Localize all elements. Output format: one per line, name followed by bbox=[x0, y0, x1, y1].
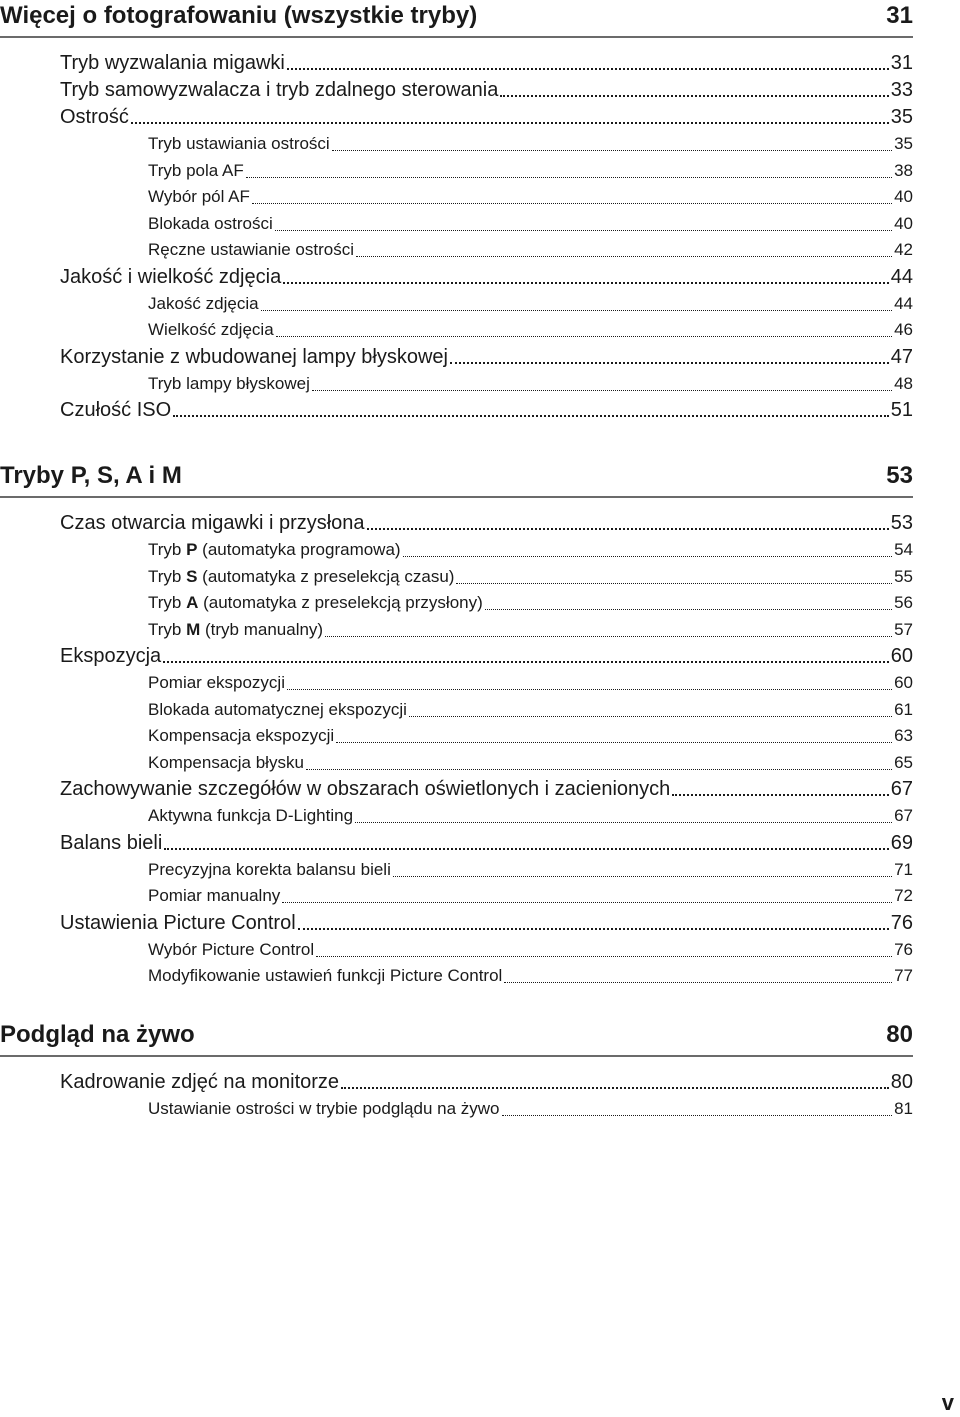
dot-leader bbox=[173, 415, 889, 417]
toc-subentry[interactable] bbox=[148, 237, 913, 263]
dot-leader bbox=[246, 177, 892, 178]
section-header bbox=[0, 1019, 913, 1053]
entry-page-number: 67 bbox=[894, 806, 913, 825]
entry-page-number: 69 bbox=[890, 831, 913, 854]
section-header bbox=[0, 0, 913, 34]
entry-title bbox=[148, 590, 485, 616]
entry-page-number: 67 bbox=[890, 778, 913, 800]
dot-leader bbox=[276, 336, 892, 337]
entry-page-number: 38 bbox=[894, 160, 913, 180]
entry-title bbox=[148, 617, 325, 643]
entry-title bbox=[148, 564, 456, 590]
toc-subentry[interactable] bbox=[148, 590, 913, 616]
entry-title: Kompensacja ekspozycji bbox=[148, 726, 335, 745]
dot-leader bbox=[282, 902, 892, 903]
toc-subentry[interactable] bbox=[148, 857, 913, 883]
dot-leader bbox=[298, 928, 889, 930]
toc-subentry[interactable] bbox=[148, 617, 913, 643]
dot-leader bbox=[312, 390, 892, 391]
entry-title: Blokada automatycznej ekspozycji bbox=[148, 699, 407, 719]
toc-subentry[interactable] bbox=[148, 184, 913, 210]
entry-page-number: 65 bbox=[894, 752, 913, 772]
entry-page-number: 53 bbox=[890, 512, 913, 534]
entry-title-prefix: Tryb bbox=[148, 619, 187, 639]
entry-title: Ekspozycja bbox=[60, 645, 162, 667]
entry-page-number: 76 bbox=[890, 911, 913, 934]
entry-page-number: 61 bbox=[894, 699, 913, 719]
toc-subentry[interactable] bbox=[148, 937, 913, 963]
entry-title: Precyzyjna korekta balansu bieli bbox=[148, 859, 391, 879]
dot-leader bbox=[367, 528, 889, 530]
entry-page-number: 60 bbox=[890, 645, 913, 667]
toc-subentry[interactable] bbox=[148, 291, 913, 317]
toc-subentry[interactable] bbox=[148, 158, 913, 184]
section-page-number: 80 bbox=[886, 1021, 913, 1048]
dot-leader bbox=[502, 1115, 893, 1116]
entry-title-prefix: Tryb bbox=[148, 540, 187, 559]
entry-page-number: 33 bbox=[890, 79, 913, 101]
entry-page-number: 35 bbox=[890, 106, 913, 128]
section-page-number: 53 bbox=[886, 462, 913, 489]
entry-page-number: 72 bbox=[894, 886, 913, 905]
dot-leader bbox=[316, 956, 892, 957]
entry-page-number: 40 bbox=[894, 187, 913, 206]
dot-leader bbox=[287, 68, 889, 70]
entry-title: Wielkość zdjęcia bbox=[148, 320, 274, 339]
entry-page-number: 44 bbox=[890, 265, 913, 288]
toc-entry[interactable] bbox=[60, 510, 913, 537]
entry-title: Kadrowanie zdjęć na monitorze bbox=[60, 1071, 340, 1093]
entry-title-prefix: Tryb bbox=[148, 593, 187, 612]
entry-title: Wybór Picture Control bbox=[148, 939, 315, 959]
entry-title: Tryb ustawiania ostrości bbox=[148, 134, 330, 153]
section-rule bbox=[0, 1055, 913, 1057]
entry-page-number: 46 bbox=[894, 320, 913, 339]
entry-title: Blokada ostrości bbox=[148, 213, 273, 233]
dot-leader bbox=[355, 822, 892, 823]
entry-page-number: 42 bbox=[894, 240, 913, 259]
toc-subentry[interactable] bbox=[148, 537, 913, 563]
entry-page-number: 80 bbox=[890, 1071, 913, 1093]
toc-subentry[interactable] bbox=[148, 371, 913, 397]
dot-leader bbox=[500, 95, 888, 97]
section-page-number: 31 bbox=[886, 2, 913, 29]
toc-subentry[interactable] bbox=[148, 750, 913, 776]
entry-title: Aktywna funkcja D-Lighting bbox=[148, 806, 354, 825]
dot-leader bbox=[325, 636, 892, 637]
dot-leader bbox=[504, 982, 892, 983]
toc-entry[interactable] bbox=[60, 77, 913, 104]
entry-page-number: 47 bbox=[890, 345, 913, 368]
dot-leader bbox=[275, 230, 892, 231]
entry-page-number: 57 bbox=[894, 619, 913, 639]
toc-entry[interactable] bbox=[60, 264, 913, 291]
entry-page-number: 55 bbox=[894, 566, 913, 586]
toc-entry[interactable] bbox=[60, 776, 913, 803]
entry-page-number: 51 bbox=[890, 399, 913, 421]
entry-title: Ustawienia Picture Control bbox=[60, 911, 296, 934]
entry-page-number: 44 bbox=[894, 293, 913, 313]
toc-entry[interactable] bbox=[60, 50, 913, 77]
entry-title: Wybór pól AF bbox=[148, 187, 250, 206]
toc-entry[interactable] bbox=[60, 830, 913, 857]
entry-title: Jakość i wielkość zdjęcia bbox=[60, 265, 282, 288]
entry-title-rest: (automatyka z preselekcją przysłony) bbox=[198, 593, 483, 612]
toc-subentry[interactable] bbox=[148, 883, 913, 909]
dot-leader bbox=[336, 742, 892, 743]
toc-entry[interactable] bbox=[60, 104, 913, 131]
entry-page-number: 76 bbox=[894, 939, 913, 959]
entry-title-rest: (tryb manualny) bbox=[200, 619, 324, 639]
entry-title: Tryb samowyzwalacza i tryb zdalnego sterowania bbox=[60, 79, 499, 101]
toc-entry[interactable] bbox=[60, 1069, 913, 1096]
entry-title: Pomiar ekspozycji bbox=[148, 673, 285, 692]
entry-page-number: 35 bbox=[894, 134, 913, 153]
mode-letter: P bbox=[186, 540, 198, 559]
dot-leader bbox=[356, 256, 892, 257]
section-header bbox=[0, 460, 913, 494]
entry-title: Tryb wyzwalania migawki bbox=[60, 52, 285, 74]
entry-title: Ostrość bbox=[60, 106, 129, 128]
entry-title: Ręczne ustawianie ostrości bbox=[148, 240, 354, 259]
toc-entry[interactable] bbox=[60, 344, 913, 371]
section-title: Więcej o fotografowaniu (wszystkie tryby) bbox=[0, 2, 478, 29]
dot-leader bbox=[252, 203, 892, 204]
section-title: Tryby P, S, A i M bbox=[0, 462, 182, 489]
entry-page-number: 77 bbox=[894, 966, 913, 985]
entry-title-prefix: Tryb bbox=[148, 566, 187, 586]
entry-page-number: 54 bbox=[894, 540, 913, 559]
toc-entry[interactable] bbox=[60, 643, 913, 670]
toc-subentry[interactable] bbox=[148, 803, 913, 829]
mode-letter: S bbox=[186, 566, 198, 586]
entry-page-number: 40 bbox=[894, 213, 913, 233]
section-rule bbox=[0, 496, 913, 498]
toc-subentry[interactable] bbox=[148, 697, 913, 723]
toc-subentry[interactable] bbox=[148, 317, 913, 343]
toc-subentry[interactable] bbox=[148, 211, 913, 237]
entry-title: Pomiar manualny bbox=[148, 886, 281, 905]
entry-title: Korzystanie z wbudowanej lampy błyskowej bbox=[60, 345, 448, 368]
dot-leader bbox=[332, 150, 892, 151]
dot-leader bbox=[403, 556, 893, 557]
entry-title-rest: (automatyka z preselekcją czasu) bbox=[197, 566, 455, 586]
mode-letter: M bbox=[186, 619, 201, 639]
entry-title: Zachowywanie szczegółów w obszarach oświetlonych i zacienionych bbox=[60, 778, 671, 800]
entry-title: Modyfikowanie ustawień funkcji Picture Control bbox=[148, 966, 503, 985]
toc-entry[interactable] bbox=[60, 910, 913, 937]
entry-title: Tryb lampy błyskowej bbox=[148, 373, 310, 393]
dot-leader bbox=[456, 583, 892, 584]
entry-page-number: 81 bbox=[894, 1099, 913, 1118]
dot-leader bbox=[287, 689, 892, 690]
entry-page-number: 56 bbox=[894, 593, 913, 612]
dot-leader bbox=[450, 362, 889, 364]
entry-title bbox=[148, 537, 403, 563]
entry-title: Ustawianie ostrości w trybie podglądu na żywo bbox=[148, 1099, 500, 1118]
entry-title: Kompensacja błysku bbox=[148, 752, 304, 772]
entry-page-number: 48 bbox=[894, 373, 913, 393]
dot-leader bbox=[283, 282, 889, 284]
dot-leader bbox=[261, 310, 893, 311]
page-number: v bbox=[941, 1390, 954, 1415]
dot-leader bbox=[485, 609, 892, 610]
section-title: Podgląd na żywo bbox=[0, 1021, 195, 1048]
entry-page-number: 71 bbox=[894, 859, 913, 879]
entry-title: Tryb pola AF bbox=[148, 160, 244, 180]
dot-leader bbox=[306, 769, 892, 770]
dot-leader bbox=[672, 794, 888, 796]
toc-subentry[interactable] bbox=[148, 723, 913, 749]
toc-subentry[interactable] bbox=[148, 564, 913, 590]
dot-leader bbox=[164, 848, 888, 850]
dot-leader bbox=[393, 876, 892, 877]
dot-leader bbox=[163, 661, 889, 663]
toc-subentry[interactable] bbox=[148, 131, 913, 157]
entry-page-number: 63 bbox=[894, 726, 913, 745]
dot-leader bbox=[409, 716, 892, 717]
toc-subentry[interactable] bbox=[148, 670, 913, 696]
entry-title: Jakość zdjęcia bbox=[148, 293, 259, 313]
toc-entry[interactable] bbox=[60, 397, 913, 424]
entry-title-rest: (automatyka programowa) bbox=[197, 540, 401, 559]
dot-leader bbox=[131, 122, 889, 124]
entry-title: Balans bieli bbox=[60, 831, 163, 854]
entry-title: Czułość ISO bbox=[60, 399, 172, 421]
dot-leader bbox=[341, 1087, 889, 1089]
section-rule bbox=[0, 36, 913, 38]
entry-page-number: 31 bbox=[890, 52, 913, 74]
toc-subentry[interactable] bbox=[148, 1096, 913, 1122]
entry-page-number: 60 bbox=[894, 673, 913, 692]
toc-subentry[interactable] bbox=[148, 963, 913, 989]
entry-title: Czas otwarcia migawki i przysłona bbox=[60, 512, 365, 534]
mode-letter: A bbox=[186, 593, 199, 612]
